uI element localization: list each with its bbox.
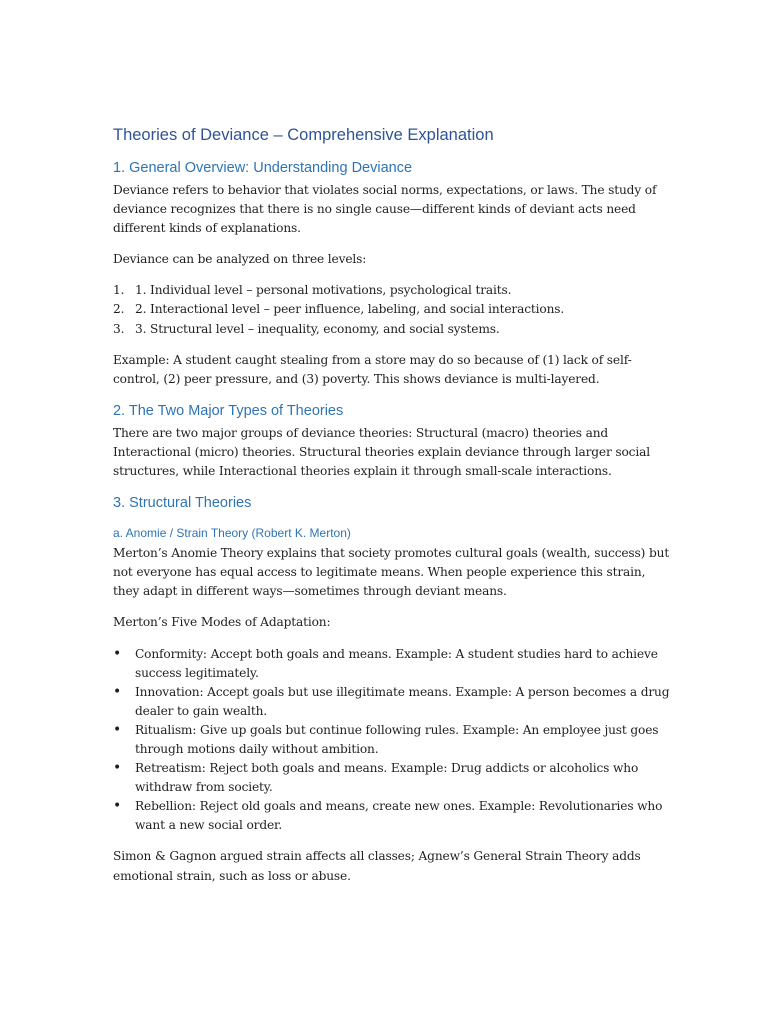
list-item-text: 1. Individual level – personal motivations, psychological traits. [135, 283, 512, 298]
list-item-text: Ritualism: Give up goals but continue following rules. Example: An employee just goes through motions daily without ambition. [135, 722, 659, 756]
bullet-icon: • [113, 683, 122, 700]
list-item-text: Innovation: Accept goals but use illegitimate means. Example: A person becomes a drug dealer to gain wealth. [135, 684, 670, 718]
levels-list [113, 281, 673, 338]
list-item-text: Retreatism: Reject both goals and means. Example: Drug addicts or alcoholics who withdraw from society. [135, 761, 639, 795]
list-number: 1. [113, 283, 125, 298]
bullet-icon: • [113, 798, 122, 815]
list-item [113, 320, 673, 339]
modes-list [113, 645, 673, 836]
heading-general-overview: 1. General Overview: Understanding Deviance [113, 160, 413, 176]
list-item-text: 3. Structural level – inequality, economy, and social systems. [135, 321, 500, 336]
document-content [113, 124, 673, 898]
bullet-icon: • [113, 721, 122, 738]
overview-example: Example: A student caught stealing from a store may do so because of (1) lack of self-control, (2) peer pressure, and (3) poverty. This shows deviance is multi-layered. [113, 352, 632, 386]
heading-structural-theories: 3. Structural Theories [113, 495, 252, 512]
list-item [113, 759, 673, 797]
overview-paragraph-1: Deviance refers to behavior that violates social norms, expectations, or laws. The study of deviance recognizes that there is no single cause—different kinds of deviant acts need different kinds of explanations. [113, 183, 657, 236]
list-item-text: Conformity: Accept both goals and means. Example: A student studies hard to achieve success legitimately. [135, 646, 658, 680]
subheading-anomie-strain: a. Anomie / Strain Theory (Robert K. Merton) [113, 526, 351, 541]
bullet-icon: • [113, 760, 122, 777]
list-item [113, 281, 673, 300]
types-paragraph: There are two major groups of deviance theories: Structural (macro) theories and Interactional (micro) theories. Structural theories explain deviance through larger social structures, while Interactional theories explain it through small-scale interactions. [113, 425, 650, 479]
list-number: 2. [113, 302, 125, 317]
list-item-text: Rebellion: Reject old goals and means, create new ones. Example: Revolutionaries who want a new social order. [135, 799, 663, 833]
anomie-paragraph: Merton’s Anomie Theory explains that society promotes cultural goals (wealth, success) but not everyone has equal access to legitimate means. When people experience this strain, they adapt in different ways—sometimes through deviant means. [113, 546, 670, 599]
list-item [113, 797, 673, 835]
modes-intro: Merton’s Five Modes of Adaptation: [113, 615, 331, 630]
bullet-icon: • [113, 645, 122, 662]
list-number: 3. [113, 321, 125, 336]
list-item-text: 2. Interactional level – peer influence, labeling, and social interactions. [135, 302, 565, 317]
strain-closing-paragraph: Simon & Gagnon argued strain affects all classes; Agnew’s General Strain Theory adds emotional strain, such as loss or abuse. [113, 849, 641, 883]
list-item [113, 683, 673, 721]
heading-two-major-types: 2. The Two Major Types of Theories [113, 402, 344, 419]
list-item [113, 300, 673, 319]
overview-paragraph-2: Deviance can be analyzed on three levels: [113, 252, 367, 267]
document-title: Theories of Deviance – Comprehensive Explanation [113, 126, 494, 144]
list-item [113, 645, 673, 683]
list-item [113, 721, 673, 759]
